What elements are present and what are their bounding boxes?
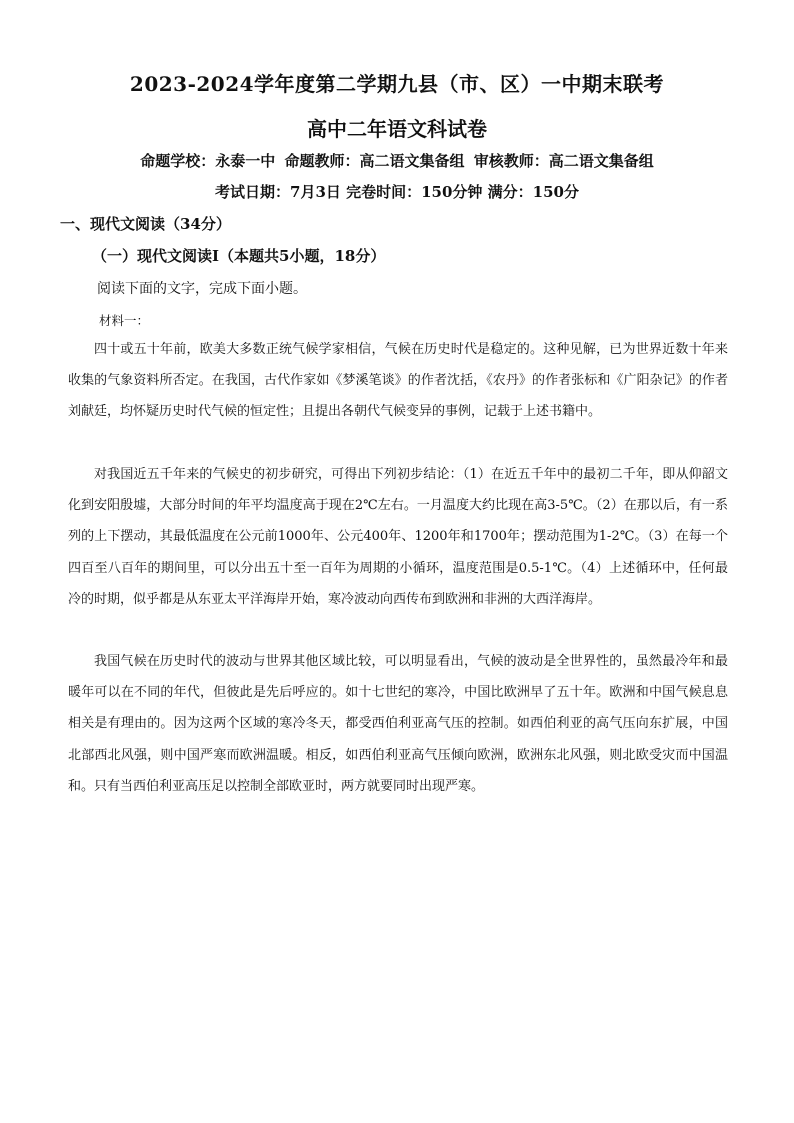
paragraph-3: 我国气候在历史时代的波动与世界其他区域比较，可以明显看出，气候的波动是全世界性的，虽然最冷年和最暖年可以在不同的年代，但彼此是先后呼应的。如十七世纪的寒冷，中国比欧洲早了五十年。欧洲和中国气候息息相关是有理由的。因为这两个区域的寒冷冬天，都受西伯利亚高气压的控制。如西伯利亚的高气压向东扩展，中国北部西北风强，则中国严寒而欧洲温暖。相反，如西伯利亚高气压倾向欧洲，欧洲东北风强，则北欧受灾而中国温和。只有当西伯利亚高压足以控制全部欧亚时，两方就要同时出现严寒。 — [68, 654, 728, 794]
paragraph-2: 对我国近五千年来的气候史的初步研究，可得出下列初步结论：（1）在近五千年中的最初二千年，即从仰韶文化到安阳殷墟，大部分时间的年平均温度高于现在2℃左右。一月温度大约比现在高3-5℃。（2）在那以后，有一系列的上下摆动，其最低温度在公元前1000年、公元400年、1200年和1700年；摆动范围为1-2℃。（3）在每一个四百至八百年的期间里，可以分出五十至一百年为周期的小循环，温度范围是0.5-1℃。（4）上述循环中，任何最冷的时期，似乎都是从东亚太平洋海岸开始，寒冷波动向西传布到欧洲和非洲的大西洋海岸。 — [68, 467, 728, 607]
reading-instruction: 阅读下面的文字，完成下面小题。 — [97, 281, 307, 297]
exam-subtitle: 高中二年语文科试卷 — [307, 117, 487, 141]
section-heading: 一、现代文阅读（34分） — [60, 215, 231, 233]
exam-authors-line: 命题学校：永泰一中 命题教师：高二语文集备组 审核教师：高二语文集备组 — [140, 152, 654, 170]
paragraph-1: 四十或五十年前，欧美大多数正统气候学家相信，气候在历史时代是稳定的。这种见解，已为世界近数十年来收集的气象资料所否定。在我国，古代作家如《梦溪笔谈》的作者沈括，《农丹》的作者张标和《广阳杂记》的作者刘献廷，均怀疑历史时代气候的恒定性；且提出各朝代气候变异的事例，记载于上述书籍中。 — [68, 342, 728, 420]
material-label: 材料一： — [99, 313, 150, 328]
exam-title: 2023-2024学年度第二学期九县（市、区）一中期末联考 — [129, 72, 665, 96]
exam-time-line: 考试日期：7月3日 完卷时间：150分钟 满分：150分 — [215, 183, 579, 201]
subsection-heading: （一）现代文阅读Ⅰ（本题共5小题，18分） — [92, 247, 386, 265]
